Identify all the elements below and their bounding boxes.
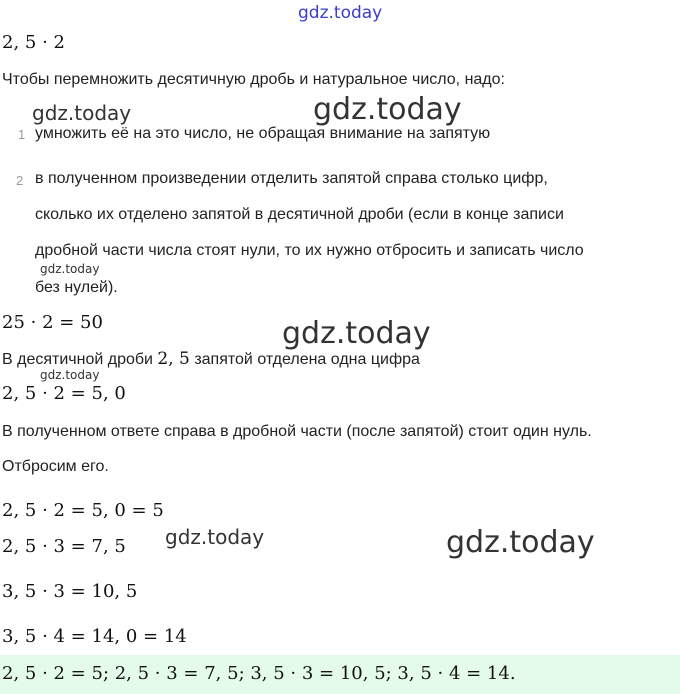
- step-line: сколько их отделено запятой в десятичной дроби (если в конце записи: [35, 206, 564, 223]
- watermark: gdz.today: [446, 525, 595, 560]
- result-line: 3, 5 · 3 = 10, 5: [2, 581, 138, 602]
- step-line: умножить её на это число, не обращая внимание на запятую: [35, 125, 491, 142]
- step-line: в полученном произведении отделить запятой справа столько цифр,: [35, 170, 548, 187]
- step-number: 2: [16, 173, 24, 188]
- result-line: 2, 5 · 2 = 5, 0 = 5: [2, 500, 164, 521]
- watermark: gdz.today: [32, 101, 132, 125]
- note-three: Отбросим его.: [2, 458, 109, 475]
- rule-intro: Чтобы перемножить десятичную дробь и натуральное число, надо:: [2, 71, 505, 88]
- step-number: 1: [18, 127, 26, 142]
- note-one: [2, 349, 420, 369]
- note-math: 2, 5: [157, 349, 190, 369]
- watermark: gdz.today: [40, 262, 100, 276]
- step-line: дробной части числа стоят нули, то их нужно отбросить и записать число: [35, 242, 584, 259]
- calculation: 25 · 2 = 50: [2, 312, 103, 333]
- final-answer: 2, 5 · 2 = 5; 2, 5 · 3 = 7, 5; 3, 5 · 3 = 10, 5; 3, 5 · 4 = 14.: [2, 663, 516, 684]
- watermark: gdz.today: [313, 92, 462, 127]
- note-two: В полученном ответе справа в дробной части (после запятой) стоит один нуль.: [2, 423, 592, 440]
- note-text: В десятичной дроби: [2, 351, 158, 368]
- watermark: gdz.today: [40, 368, 100, 382]
- result-line: 2, 5 · 3 = 7, 5: [2, 536, 126, 557]
- watermark-top: gdz.today: [298, 3, 383, 23]
- watermark: gdz.today: [282, 316, 431, 351]
- problem-expression: 2, 5 · 2: [2, 32, 65, 53]
- note-text: запятой отделена одна цифра: [189, 351, 420, 368]
- result-line: 3, 5 · 4 = 14, 0 = 14: [2, 626, 187, 647]
- step-line: без нулей).: [35, 279, 118, 296]
- calculation: 2, 5 · 2 = 5, 0: [2, 383, 126, 404]
- watermark: gdz.today: [165, 525, 265, 549]
